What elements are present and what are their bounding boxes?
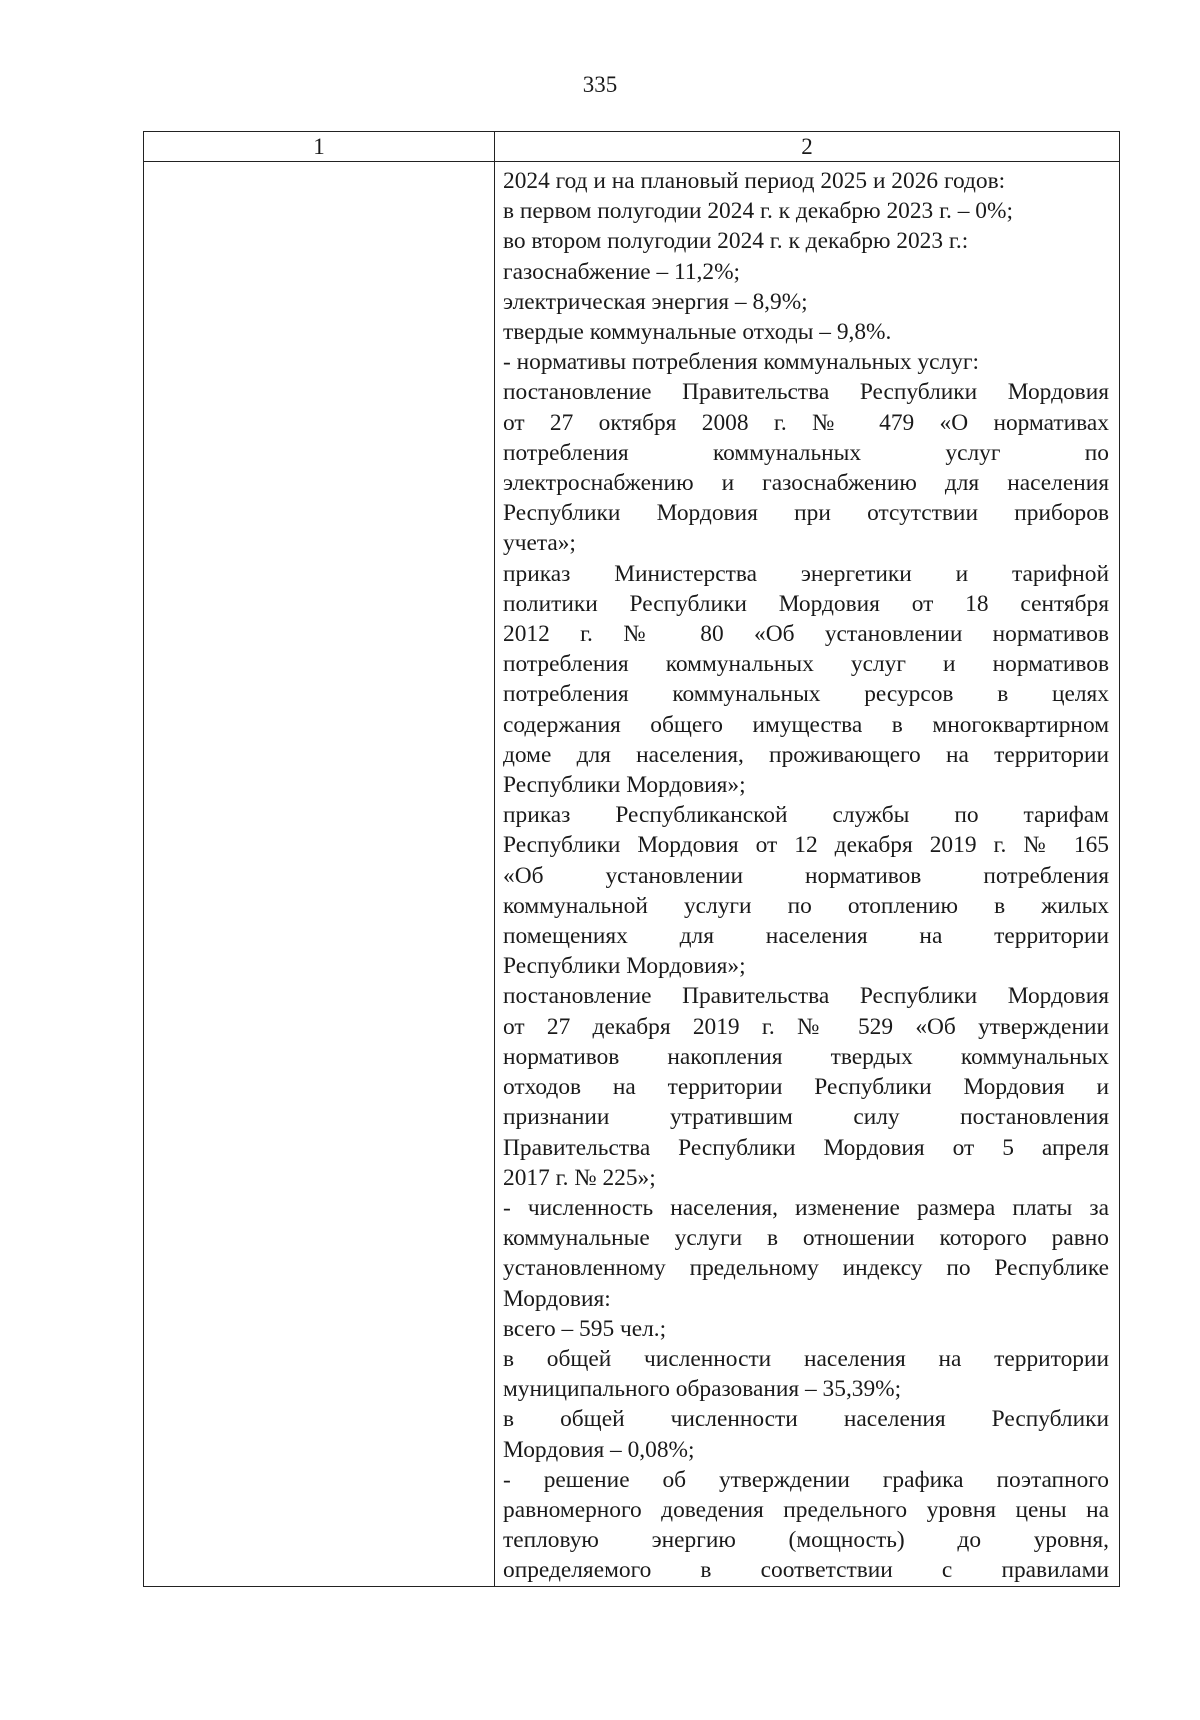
text-line: от 27 декабря 2019 г. № 529 «Об утверждении [503,1013,1109,1040]
text-line: постановление Правительства Республики Мордовия [503,379,1109,406]
text-line: в общей численности населения на территории [503,1345,1109,1372]
text-line: учета»; [503,530,576,557]
text-line: Мордовия: [503,1285,611,1312]
text-line: Республики Мордовия»; [503,772,746,799]
text-line: в общей численности населения Республики [503,1406,1109,1433]
text-line: Республики Мордовия при отсутствии приборов [503,500,1109,527]
text-line: потребления коммунальных ресурсов в целях [503,681,1109,708]
text-line: помещениях для населения на территории [503,923,1109,950]
text-line: Правительства Республики Мордовия от 5 апреля [503,1134,1109,1161]
text-line: коммунальной услуги по отоплению в жилых [503,892,1109,919]
column-1-cell [144,162,495,1587]
text-line: приказ Министерства энергетики и тарифной [503,560,1109,587]
text-line: электрическая энергия – 8,9%; [503,288,808,315]
text-line: всего – 595 чел.; [503,1315,667,1342]
text-line: содержания общего имущества в многоквартирном [503,711,1109,738]
column-2-cell [495,162,1120,1587]
text-line: Мордовия – 0,08%; [503,1436,695,1463]
text-line: потребления коммунальных услуг по [503,439,1109,466]
text-line: нормативов накопления твердых коммунальных [503,1043,1109,1070]
text-line: «Об установлении нормативов потребления [503,862,1109,889]
text-line: Республики Мордовия от 12 декабря 2019 г. № 165 [503,832,1109,859]
text-line: приказ Республиканской службы по тарифам [503,802,1109,829]
text-line: отходов на территории Республики Мордовия и [503,1074,1109,1101]
text-line: тепловую энергию (мощность) до уровня, [503,1527,1109,1554]
text-line: равномерного доведения предельного уровня цены на [503,1496,1109,1523]
page-number: 335 [582,72,618,97]
text-line: твердые коммунальные отходы – 9,8%. [503,319,892,346]
column-2-text [495,162,1119,1586]
text-line: признании утратившим силу постановления [503,1104,1109,1131]
text-line: во втором полугодии 2024 г. к декабрю 2023 г.: [503,228,969,255]
column-2-header: 2 [495,132,1120,162]
text-line: муниципального образования – 35,39%; [503,1376,902,1403]
text-line: - нормативы потребления коммунальных услуг: [503,349,979,376]
column-1-header: 1 [144,132,495,162]
text-line: от 27 октября 2008 г. № 479 «О нормативах [503,409,1109,436]
text-line: Республики Мордовия»; [503,953,746,980]
text-line: потребления коммунальных услуг и нормативов [503,651,1109,678]
table-body-row [144,162,1120,1587]
text-line: коммунальные услуги в отношении которого равно [503,1225,1109,1252]
document-table [143,131,1120,1587]
text-line: политики Республики Мордовия от 18 сентября [503,590,1109,617]
text-line: - решение об утверждении графика поэтапного [503,1466,1109,1493]
text-line: определяемого в соответствии с правилами [503,1557,1109,1584]
text-line: в первом полугодии 2024 г. к декабрю 2023 г. – 0%; [503,198,1013,225]
text-line: постановление Правительства Республики Мордовия [503,983,1109,1010]
text-line: электроснабжению и газоснабжению для населения [503,470,1109,497]
table-header-row [144,132,1120,162]
text-line: доме для населения, проживающего на территории [503,741,1109,768]
text-line: 2017 г. № 225»; [503,1164,656,1191]
text-line: 2024 год и на плановый период 2025 и 2026 годов: [503,168,1006,194]
text-line: газоснабжение – 11,2%; [503,258,741,285]
text-line: установленному предельному индексу по Республике [503,1255,1109,1282]
text-line: - численность населения, изменение размера платы за [503,1194,1109,1221]
text-line: 2012 г. № 80 «Об установлении нормативов [503,621,1109,648]
